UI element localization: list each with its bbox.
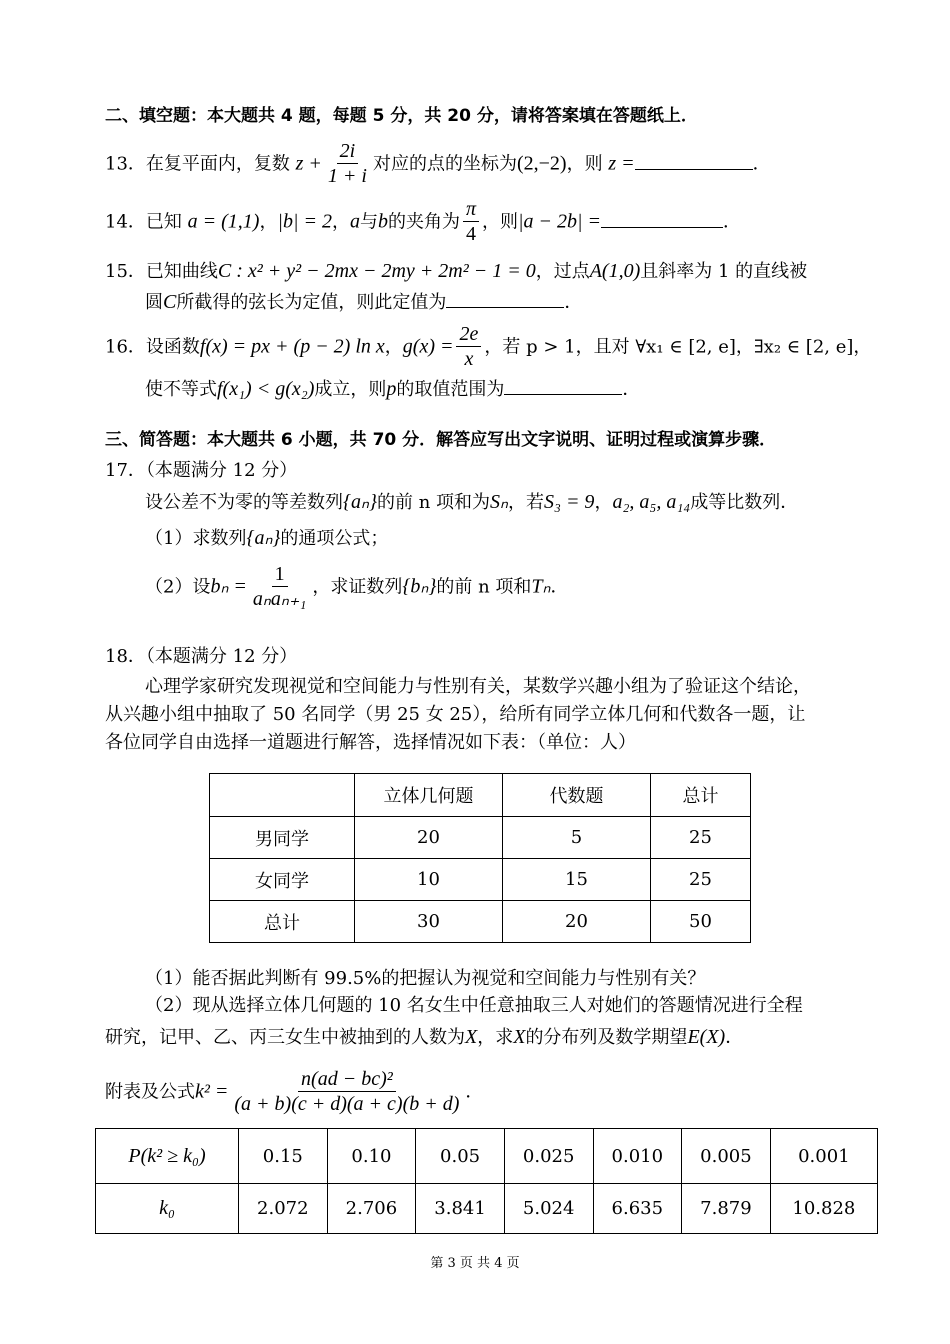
q17-part2 [145, 563, 568, 612]
q16-end: ． [622, 379, 641, 400]
section3-title: 三、简答题：本大题共 6 小题，共 70 分．解答应写出文字说明、证明过程或演算步骤． [105, 430, 777, 450]
q17-frac-den: aₙaₙ₊₁ [252, 588, 307, 610]
q13-expr-end: z = [608, 152, 635, 175]
table-cell: 20 [503, 901, 651, 943]
q13-answer-blank[interactable] [635, 152, 753, 169]
formula-k2: k² = [195, 1080, 229, 1103]
q16-frac-num: 2e [456, 323, 481, 347]
q17-p2-c: 的前 n 项和 [436, 576, 532, 598]
q14-b: b [377, 210, 388, 233]
q14-expr: |a − 2b| = [518, 210, 601, 233]
q16-g-expr: g(x) = [402, 335, 454, 358]
crit-row-k0 [96, 1184, 878, 1234]
q17-sn: Sₙ [490, 491, 508, 513]
q15-line1-b: ，过点 [535, 261, 590, 282]
crit-cell: 0.001 [770, 1129, 877, 1184]
q17-frac-num: 1 [272, 563, 288, 587]
q16-line2-c: 的取值范围为 [396, 379, 505, 400]
q17-stem-d: ， [594, 492, 613, 513]
q18-p2-b-pre: 研究，记甲、乙、丙三女生中被抽到的人数为 [105, 1027, 465, 1048]
q18-appendix [105, 1068, 483, 1117]
q17-p2-b: ，求证数列 [312, 576, 403, 598]
q13-frac-den: 1 + i [327, 165, 367, 187]
table-header-cell: 代数题 [503, 774, 651, 817]
table-header-cell [210, 774, 355, 817]
appendix-end: ． [465, 1081, 484, 1103]
q17-p2-end: ． [550, 576, 569, 598]
q17-p2-seq: {bₙ} [402, 575, 437, 598]
q14-text-a: 已知 [145, 211, 182, 233]
q17-p2-a: （2）设 [145, 576, 211, 598]
table-cell: 25 [651, 859, 751, 901]
crit-cell: 2.706 [327, 1184, 416, 1234]
q14-sep1: ， [259, 211, 278, 233]
q18-p2-x2: X [513, 1026, 526, 1048]
q14-answer-blank[interactable] [601, 210, 723, 227]
q18-part2-line1: （2）现从选择立体几何题的 10 名女生中任意抽取三人对她们的答题情况进行全程 [145, 995, 803, 1016]
appendix-label: 附表及公式 [105, 1081, 195, 1103]
q17-part1 [145, 526, 388, 550]
table-row [210, 859, 751, 901]
contingency-table [209, 773, 751, 943]
crit-cell: 0.005 [682, 1129, 771, 1184]
q14-with: 与 [359, 211, 378, 233]
q13-end: ． [752, 153, 771, 175]
table-cell: 25 [651, 817, 751, 859]
crit-cell: 6.635 [593, 1184, 682, 1234]
q18-para2: 从兴趣小组中抽取了 50 名同学（男 25 女 25），给所有同学立体几何和代数各一题，让 [105, 704, 806, 725]
q17-stem-b: 的前 n 项和为 [376, 492, 491, 513]
question-15-line1 [105, 259, 807, 283]
table-cell: 10 [355, 859, 503, 901]
q18-part2-line2 [105, 1025, 743, 1049]
q18-part1: （1）能否据此判断有 99.5%的把握认为视觉和空间能力与性别有关？ [145, 968, 706, 989]
q15-line2-b: 所截得的弦长为定值，则此定值为 [176, 292, 447, 313]
table-cell: 5 [503, 817, 651, 859]
q17-p2-tn: Tₙ [531, 575, 551, 598]
crit-cell: 10.828 [770, 1184, 877, 1234]
crit-cell: 0.15 [239, 1129, 328, 1184]
q15-answer-blank[interactable] [446, 291, 564, 308]
q16-sep: ， [384, 336, 403, 358]
q14-a: a [349, 210, 360, 233]
q16-line2-a: 使不等式 [145, 379, 217, 400]
q17-p2-bn: bₙ = [210, 575, 247, 598]
q16-ineq: f(x₁) < g(x₂) [217, 378, 315, 400]
q15-circle: C [163, 291, 177, 313]
q15-number: 15． [105, 261, 146, 282]
q16-f-expr: f(x) = px + (p − 2) ln x [199, 335, 385, 358]
crit-cell: 0.10 [327, 1129, 416, 1184]
q17-p1-a: （1）求数列 [145, 528, 247, 549]
crit-cell: 0.010 [593, 1129, 682, 1184]
q14-angle-text: 的夹角为 [387, 211, 460, 233]
table-cell: 30 [355, 901, 503, 943]
question-13 [105, 140, 771, 189]
q15-end: ． [564, 292, 583, 313]
q14-text-c: ，则 [482, 211, 518, 233]
q14-fraction [463, 198, 479, 247]
q18-p2-x: X [465, 1026, 478, 1048]
q15-line1-c: 且斜率为 1 的直线被 [640, 261, 808, 282]
table-row [210, 817, 751, 859]
question-16-line1 [105, 323, 871, 372]
table-header-cell: 总计 [651, 774, 751, 817]
section2-title: 二、填空题：本大题共 4 题，每题 5 分，共 20 分，请将答案填在答题纸上． [105, 106, 698, 126]
q14-frac-num: π [463, 198, 479, 222]
q13-coord: (2,−2) [516, 152, 567, 175]
q17-p1-b: 的通项公式； [280, 528, 389, 549]
table-cell: 男同学 [210, 817, 355, 859]
q17-seq: {aₙ} [343, 491, 377, 513]
q18-para1: 心理学家研究发现视觉和空间能力与性别有关，某数学兴趣小组为了验证这个结论， [145, 676, 811, 697]
q17-fraction [250, 563, 309, 612]
formula-den: (a + b)(c + d)(a + c)(b + d) [234, 1093, 460, 1115]
q16-answer-blank[interactable] [504, 378, 622, 395]
q16-number: 16． [105, 336, 146, 358]
question-14 [105, 198, 741, 247]
q15-point: A(1,0) [589, 260, 641, 282]
crit-cell: 3.841 [416, 1184, 505, 1234]
q16-frac-den: x [464, 348, 474, 370]
table-header-cell: 立体几何题 [355, 774, 503, 817]
question-16-line2 [145, 377, 640, 401]
q13-fraction [325, 140, 370, 189]
q14-abs-b: |b| = 2 [277, 210, 332, 233]
q17-p1-seq: {aₙ} [246, 527, 281, 549]
q16-text-a: 设函数 [145, 336, 200, 358]
table-header-row [210, 774, 751, 817]
crit-cell: 2.072 [239, 1184, 328, 1234]
formula-num: n(ad − bc)² [298, 1068, 396, 1092]
q15-line2-a: 圆 [145, 292, 163, 313]
q17-head: 17．（本题满分 12 分） [105, 460, 298, 481]
q13-number: 13． [105, 153, 146, 175]
table-row [210, 901, 751, 943]
question-15-line2 [145, 290, 582, 314]
q16-p: p [386, 378, 397, 400]
q14-frac-den: 4 [465, 223, 476, 245]
q14-end: ． [723, 211, 741, 233]
q13-expr-z: z + [295, 152, 322, 175]
crit-row-p [96, 1129, 878, 1184]
q17-s3: S₃ = 9 [543, 491, 595, 513]
crit-cell: 7.879 [682, 1184, 771, 1234]
q18-para3: 各位同学自由选择一道题进行解答，选择情况如下表：（单位：人） [105, 732, 636, 753]
q18-head: 18．（本题满分 12 分） [105, 646, 298, 667]
q13-text-b: 对应的点的坐标为 [372, 153, 517, 175]
q18-p2-b-mid: ，求 [477, 1027, 514, 1048]
q18-p2-end: ． [725, 1027, 744, 1048]
q14-number: 14． [105, 211, 146, 233]
table-cell: 女同学 [210, 859, 355, 901]
formula-fraction [231, 1068, 462, 1117]
page-footer: 第 3 页 共 4 页 [430, 1256, 520, 1271]
q18-p2-ex: E(X) [687, 1026, 726, 1048]
q17-stem-a: 设公差不为零的等差数列 [145, 492, 343, 513]
q15-curve: C : x² + y² − 2mx − 2my + 2m² − 1 = 0 [217, 260, 536, 282]
crit-cell: 5.024 [504, 1184, 593, 1234]
crit-row-label: P(k² ≥ k₀) [96, 1129, 239, 1184]
crit-cell: 0.025 [504, 1129, 593, 1184]
q14-sep2: ， [331, 211, 350, 233]
q17-stem [145, 490, 798, 514]
q14-vec-a: a = (1,1) [187, 210, 260, 233]
table-cell: 总计 [210, 901, 355, 943]
q15-line1-a: 已知曲线 [145, 261, 218, 282]
q16-line2-b: 成立，则 [314, 379, 387, 400]
q13-text-a: 在复平面内，复数 [145, 153, 290, 175]
q16-fraction [456, 323, 481, 372]
q18-p2-b-end: 的分布列及数学期望 [525, 1027, 688, 1048]
table-cell: 50 [651, 901, 751, 943]
q16-cond1: ，若 p > 1，且对 ∀x₁ ∈ [2, e]，∃x₂ ∈ [2, e]， [484, 336, 872, 358]
table-cell: 15 [503, 859, 651, 901]
q13-frac-num: 2i [337, 140, 359, 164]
table-cell: 20 [355, 817, 503, 859]
crit-row-label: k₀ [96, 1184, 239, 1234]
critical-value-table [95, 1128, 878, 1234]
q13-text-c: ，则 [566, 153, 603, 175]
q17-stem-c: ，若 [507, 492, 544, 513]
crit-cell: 0.05 [416, 1129, 505, 1184]
q17-terms: a₂, a₅, a₁₄ [612, 491, 691, 513]
q17-stem-e: 成等比数列． [690, 492, 799, 513]
